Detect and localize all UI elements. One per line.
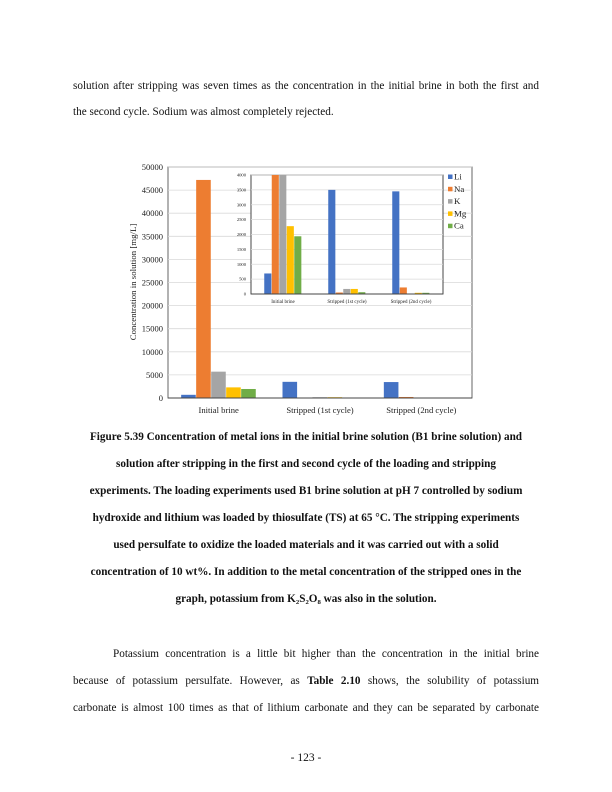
x-category-label: Stripped (2nd cycle): [390, 300, 432, 305]
y-tick-label: 0: [243, 291, 246, 297]
legend-swatch-na: [448, 187, 453, 192]
y-tick-label: 5000: [146, 369, 163, 380]
bar-mg: [351, 289, 358, 294]
bar-k: [211, 372, 226, 398]
page-number: - 123 -: [290, 752, 322, 764]
bar-mg: [287, 226, 294, 294]
body-text-line: the second cycle. Sodium was almost completely rejected.: [73, 106, 334, 118]
body-text-segment: shows, the solubility of potassium: [360, 675, 540, 687]
body-text-line: Potassium concentration is a little bit higher than the concentration in the initial brine: [113, 648, 539, 660]
y-axis-label: Concentration in solution [mg/L]: [128, 223, 138, 341]
legend-swatch-k: [448, 199, 453, 204]
bar-na: [400, 287, 407, 294]
y-tick-label: 50000: [141, 161, 163, 172]
y-tick-label: 45000: [141, 185, 163, 196]
bar-li: [181, 395, 196, 398]
x-category-label: Initial brine: [271, 300, 295, 305]
body-text-line: solution after stripping was seven times as the concentration in the initial brine in both the first and: [73, 80, 539, 92]
x-category-label: Initial brine: [198, 405, 239, 415]
y-tick-label: 0: [158, 392, 163, 403]
y-tick-label: 10000: [141, 346, 163, 357]
y-tick-label: 40000: [141, 208, 163, 219]
y-tick-label: 15000: [141, 323, 163, 334]
legend-swatch-ca: [448, 224, 453, 229]
y-tick-label: 25000: [141, 277, 163, 288]
y-tick-label: 20000: [141, 300, 163, 311]
x-category-label: Stripped (1st cycle): [286, 405, 354, 415]
bar-li: [283, 382, 298, 398]
y-tick-label: 1000: [236, 261, 246, 267]
legend-label: Li: [454, 171, 462, 182]
bar-na: [196, 180, 211, 398]
figure-caption-line: graph, potassium from K₂S₂O₈ was also in the solution.: [175, 593, 437, 605]
legend-label: Mg: [454, 208, 467, 219]
bar-li: [328, 190, 335, 294]
x-category-label: Stripped (2nd cycle): [386, 405, 457, 415]
legend-swatch-li: [448, 175, 453, 180]
y-tick-label: 2000: [236, 232, 246, 238]
figure-caption-line: hydroxide and lithium was loaded by thiosulfate (TS) at 65 °C. The stripping experiments: [92, 512, 520, 524]
figure-caption-line: concentration of 10 wt%. In addition to the metal concentration of the stripped ones in the: [90, 566, 522, 578]
y-tick-label: 3000: [236, 202, 246, 208]
y-tick-label: 2500: [236, 217, 246, 223]
bar-li: [384, 382, 399, 398]
x-category-label: Stripped (1st cycle): [327, 300, 367, 305]
bar-na: [272, 175, 279, 294]
legend-swatch-mg: [448, 211, 453, 216]
figure-caption-line: experiments. The loading experiments used B1 brine solution at pH 7 controlled by sodium: [89, 485, 523, 497]
table-reference: Table 2.10: [307, 675, 361, 687]
figure-caption-line: Figure 5.39 Concentration of metal ions in the initial brine solution (B1 brine solution) and: [89, 431, 523, 443]
bar-li: [392, 191, 399, 294]
figure-caption-line: used persulfate to oxidize the loaded materials and it was carried out with a solid: [113, 539, 499, 551]
bar-li: [264, 273, 271, 294]
bar-k: [279, 175, 286, 294]
y-tick-label: 35000: [141, 231, 163, 242]
bar-mg: [226, 387, 241, 398]
figure-caption-line: solution after stripping in the first and second cycle of the loading and stripping: [116, 458, 496, 470]
body-text-segment: because of potassium persulfate. However, as: [73, 675, 308, 687]
bar-ca: [241, 389, 256, 398]
legend-label: K: [454, 196, 461, 207]
body-text-line: carbonate is almost 100 times as that of lithium carbonate and they can be separated by carbonate: [73, 702, 539, 714]
y-tick-label: 1500: [236, 246, 246, 252]
legend-label: Ca: [454, 220, 464, 231]
y-tick-label: 4000: [236, 172, 246, 178]
bar-ca: [294, 236, 301, 294]
y-tick-label: 30000: [141, 254, 163, 265]
y-tick-label: 500: [239, 276, 246, 282]
body-text-line: [73, 674, 539, 688]
legend-label: Na: [454, 183, 465, 194]
y-tick-label: 3500: [236, 187, 246, 193]
bar-k: [343, 289, 350, 294]
